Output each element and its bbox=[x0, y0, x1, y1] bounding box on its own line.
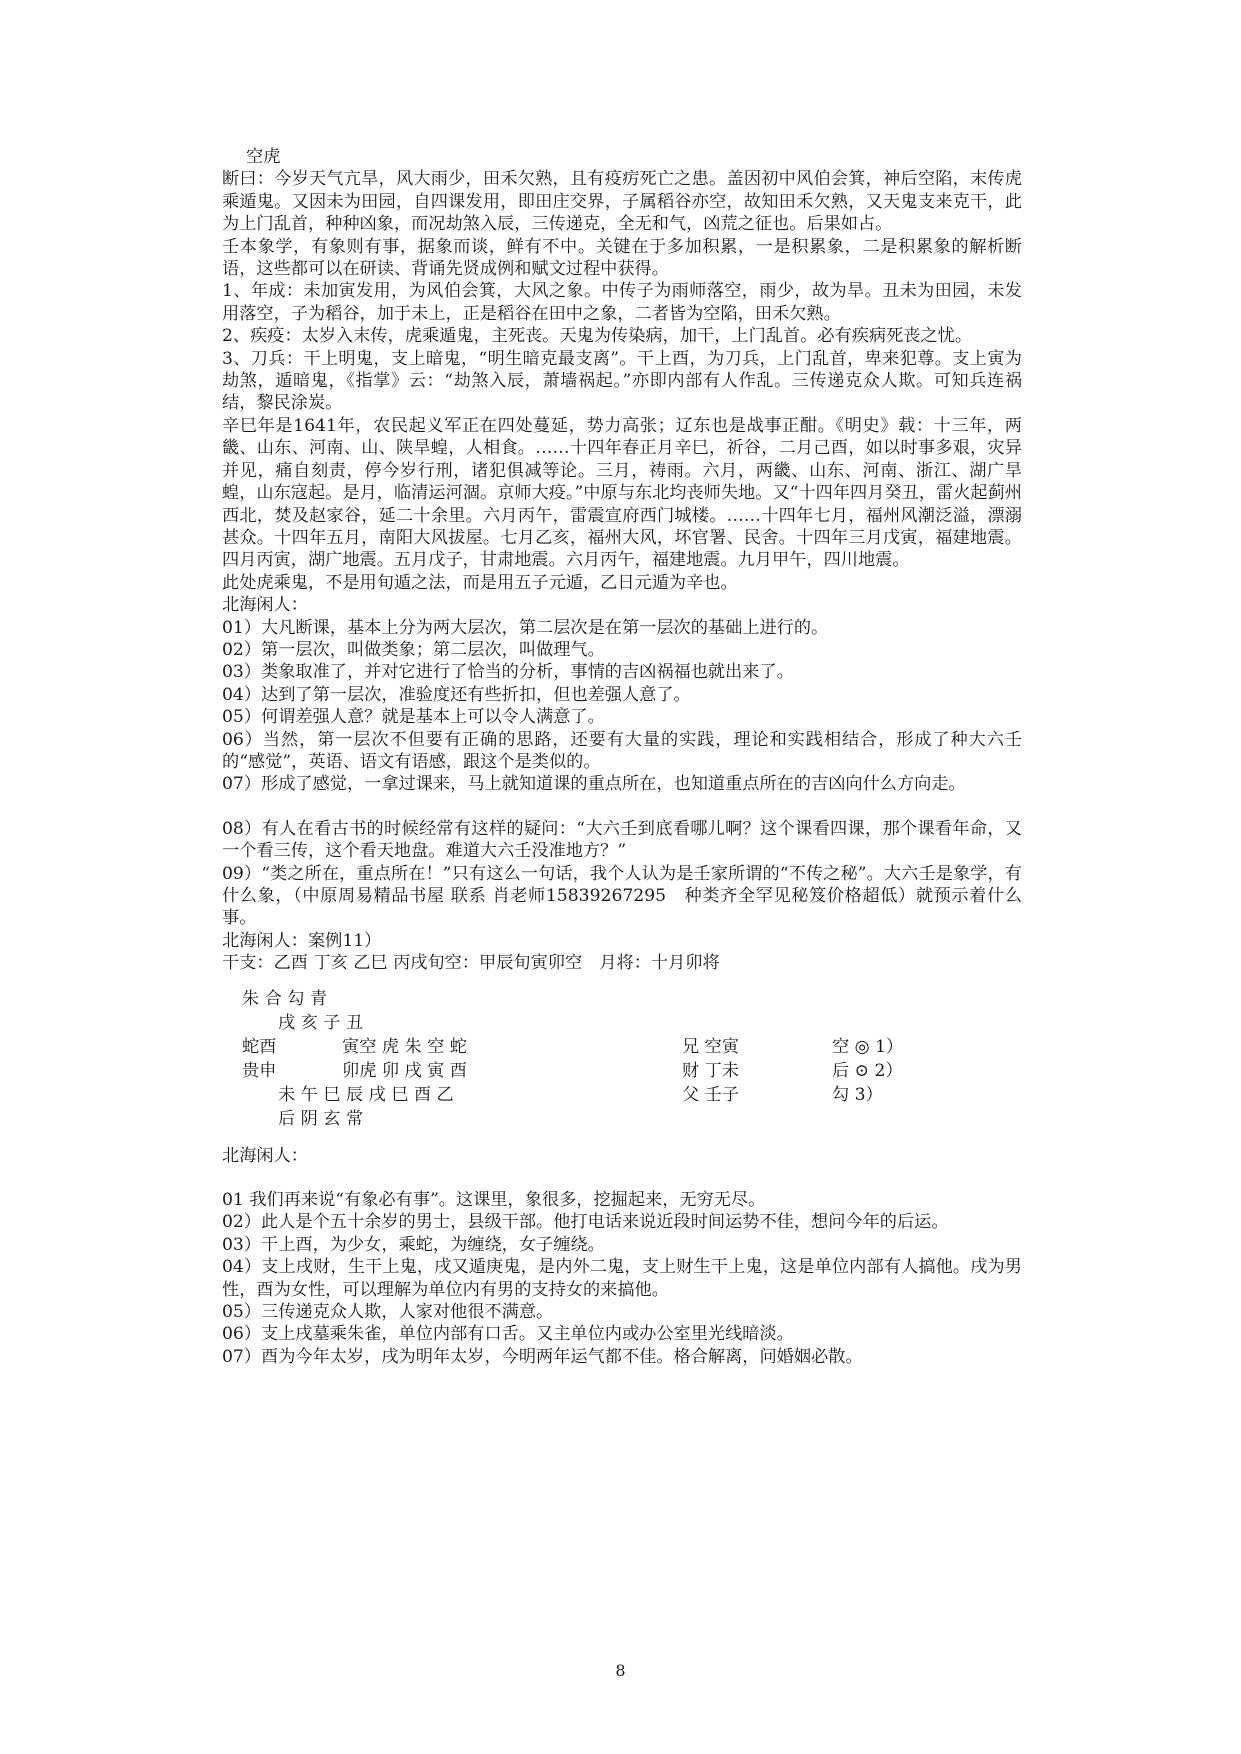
paragraph: 此处虎乘鬼，不是用旬遁之法，而是用五子元遁，乙日元遁为辛也。 bbox=[222, 572, 738, 593]
paragraph: 壬本象学，有象则有事，据象而谈，鲜有不中。关键在于多加积累，一是积累象，二是积累象的解析断语，这些都可以在研读、背诵先贤成例和赋文过程中获得。 bbox=[222, 236, 1022, 280]
chart-row-top bbox=[242, 987, 1022, 1011]
section-heading: 空虎 bbox=[246, 147, 281, 167]
paragraph: 07）酉为今年太岁，戌为明年太岁，今明两年运气都不佳。格合解离，问婚姻必散。 bbox=[222, 1346, 863, 1367]
lesson-chart bbox=[242, 987, 1022, 1131]
paragraph: 05）何谓差强人意？就是基本上可以令人满意了。 bbox=[222, 707, 605, 728]
paragraph: 北海闲人： bbox=[222, 1145, 308, 1166]
blank-line bbox=[222, 796, 1022, 818]
blank-line bbox=[222, 1167, 1022, 1189]
chart-mid: 未 午 巳 辰 戌 巳 酉 乙 bbox=[278, 1084, 454, 1105]
chart-row-top-branches bbox=[242, 1011, 1022, 1035]
paragraph: 辛巳年是1641年，农民起义军正在四处蔓延，势力高张；辽东也是战事正酣。《明史》载：十三年，两畿、山东、河南、山、陕旱蝗，人相食。……十四年春正月辛巳，祈谷，二月己酉，如以时事多艰，灾异并见，痛自刻责，停今岁行刑，诸犯俱减等论。三月，祷雨。六月，两畿、山东、河南、浙江、湖广旱蝗，山东寇起。是月，临清运河涸。京师大疫。”中原与东北均丧师失地。又“十四年四月癸丑，雷火起蓟州西北，焚及赵家谷，延二十余里。六月丙午，雷震宣府西门城楼。……十四年七月，福州风潮泛溢，漂溺甚众。十四年五月，南阳大风拔屋。七月乙亥，福州大风，坏官署、民舍。十四年三月戊寅，福建地震。四月丙寅，湖广地震。五月戊子，甘肃地震。六月丙午，福建地震。九月甲午，四川地震。 bbox=[222, 415, 1022, 571]
chart-end: 后 ⊙ 2） bbox=[832, 1060, 903, 1081]
paragraph: 02）此人是个五十余岁的男士，县级干部。他打电话来说近段时间运势不佳，想问今年的后运。 bbox=[222, 1212, 949, 1233]
chart-end: 勾 3） bbox=[832, 1084, 883, 1105]
chart-row-bottom bbox=[242, 1107, 1022, 1131]
chart-top-branches: 戌 亥 子 丑 bbox=[278, 1012, 364, 1033]
chart-top-generals: 朱 合 勾 青 bbox=[242, 988, 328, 1009]
paragraph: 01）大凡断课，基本上分为两大层次，第二层次是在第一层次的基础上进行的。 bbox=[222, 617, 829, 638]
paragraph: 北海闲人： bbox=[222, 595, 308, 616]
paragraph: 04）达到了第一层次，准验度还有些折扣，但也差强人意了。 bbox=[222, 684, 691, 705]
chart-left: 蛇酉 bbox=[242, 1036, 277, 1057]
chart-right: 父 壬子 bbox=[682, 1084, 740, 1105]
chart-right: 财 丁未 bbox=[682, 1060, 740, 1081]
chart-right: 兄 空寅 bbox=[682, 1036, 740, 1057]
chart-row bbox=[242, 1059, 1022, 1083]
page-number: 8 bbox=[615, 1661, 626, 1680]
paragraph: 04）支上戌财，生干上鬼，戌又遁庚鬼，是内外二鬼，支上财生干上鬼，这是单位内部有人搞他。戌为男性，酉为女性，可以理解为单位内有男的支持女的来搞他。 bbox=[222, 1257, 1022, 1300]
paragraph: 干支：乙酉 丁亥 乙巳 丙戌旬空：甲辰旬寅卯空 月将：十月卯将 bbox=[222, 953, 720, 974]
paragraph: 1、年成：未加寅发用，为风伯会箕，大风之象。中传子为雨师落空，雨少，故为旱。丑未为田园，未发用落空，子为稻谷，加于未上，正是稻谷在田中之象，二者皆为空陷，田禾欠熟。 bbox=[222, 281, 1022, 324]
chart-left: 贵申 bbox=[242, 1060, 277, 1081]
paragraph: 02）第一层次，叫做类象；第二层次，叫做理气。 bbox=[222, 639, 605, 660]
paragraph: 07）形成了感觉，一拿过课来，马上就知道课的重点所在，也知道重点所在的吉凶向什么方向走。 bbox=[222, 774, 966, 795]
paragraph: 03）干上酉，为少女，乘蛇，为缠绕，女子缠绕。 bbox=[222, 1234, 605, 1255]
paragraph: 03）类象取准了，并对它进行了恰当的分析，事情的吉凶祸福也就出来了。 bbox=[222, 662, 794, 683]
paragraph: 06）支上戌墓乘朱雀，单位内部有口舌。又主单位内或办公室里光线暗淡。 bbox=[222, 1324, 794, 1345]
paragraph: 3、刀兵：干上明鬼，支上暗鬼，“明生暗克最支离”。干上酉，为刀兵，上门乱首，卑来犯尊。支上寅为劫煞，遁暗鬼，《指掌》云：“劫煞入辰，萧墙祸起。”亦即内部有人作乱。三传递克众人欺。可知兵连祸结，黎民涂炭。 bbox=[222, 348, 1022, 414]
paragraph: 断曰：今岁天气亢旱，风大雨少，田禾欠熟，且有疫疠死亡之患。盖因初中风伯会箕，神后空陷，末传虎乘遁鬼。又因未为田园，自四课发用，即田庄交界，子属稻谷亦空，故知田禾欠熟，又天鬼支来克干，此为上门乱首，种种凶象，而况劫煞入辰，三传递克，全无和气，凶荒之征也。后果如占。 bbox=[222, 169, 1022, 235]
paragraph: 08）有人在看古书的时候经常有这样的疑问：“大六壬到底看哪儿啊？这个课看四课，那个课看年命，又一个看三传，这个看天地盘。难道大六壬没准地方？” bbox=[222, 818, 1022, 862]
body-text bbox=[222, 146, 1022, 1368]
chart-row bbox=[242, 1083, 1022, 1107]
paragraph: 2、疾疫：太岁入末传，虎乘遁鬼，主死丧。天鬼为传染病，加干，上门乱首。必有疾病死丧之忧。 bbox=[222, 326, 973, 347]
paragraph: 05）三传递克众人欺，人家对他很不满意。 bbox=[222, 1302, 554, 1323]
chart-end: 空 ◎ 1） bbox=[832, 1036, 904, 1057]
chart-mid: 寅空 虎 朱 空 蛇 bbox=[342, 1036, 467, 1057]
chart-bottom-generals: 后 阴 玄 常 bbox=[278, 1108, 364, 1129]
paragraph: 06）当然，第一层次不但要有正确的思路，还要有大量的实践，理论和实践相结合，形成了种大六壬的“感觉”，英语、语文有语感，跟这个是类似的。 bbox=[222, 729, 1022, 772]
paragraph: 北海闲人：案例11） bbox=[222, 930, 382, 951]
paragraph: 01 我们再来说“有象必有事”。这课里，象很多，挖掘起来，无穷无尽。 bbox=[222, 1190, 766, 1211]
paragraph: 09）“类之所在，重点所在！”只有这么一句话，我个人认为是壬家所谓的“不传之秘”。大六壬是象学，有什么象，（中原周易精品书屋 联系 肖老师15839267295 种类齐全罕见秘笈价格超低）就预示着什么事。 bbox=[222, 863, 1022, 929]
chart-mid: 卯虎 卯 戌 寅 酉 bbox=[342, 1060, 467, 1081]
chart-row bbox=[242, 1035, 1022, 1059]
